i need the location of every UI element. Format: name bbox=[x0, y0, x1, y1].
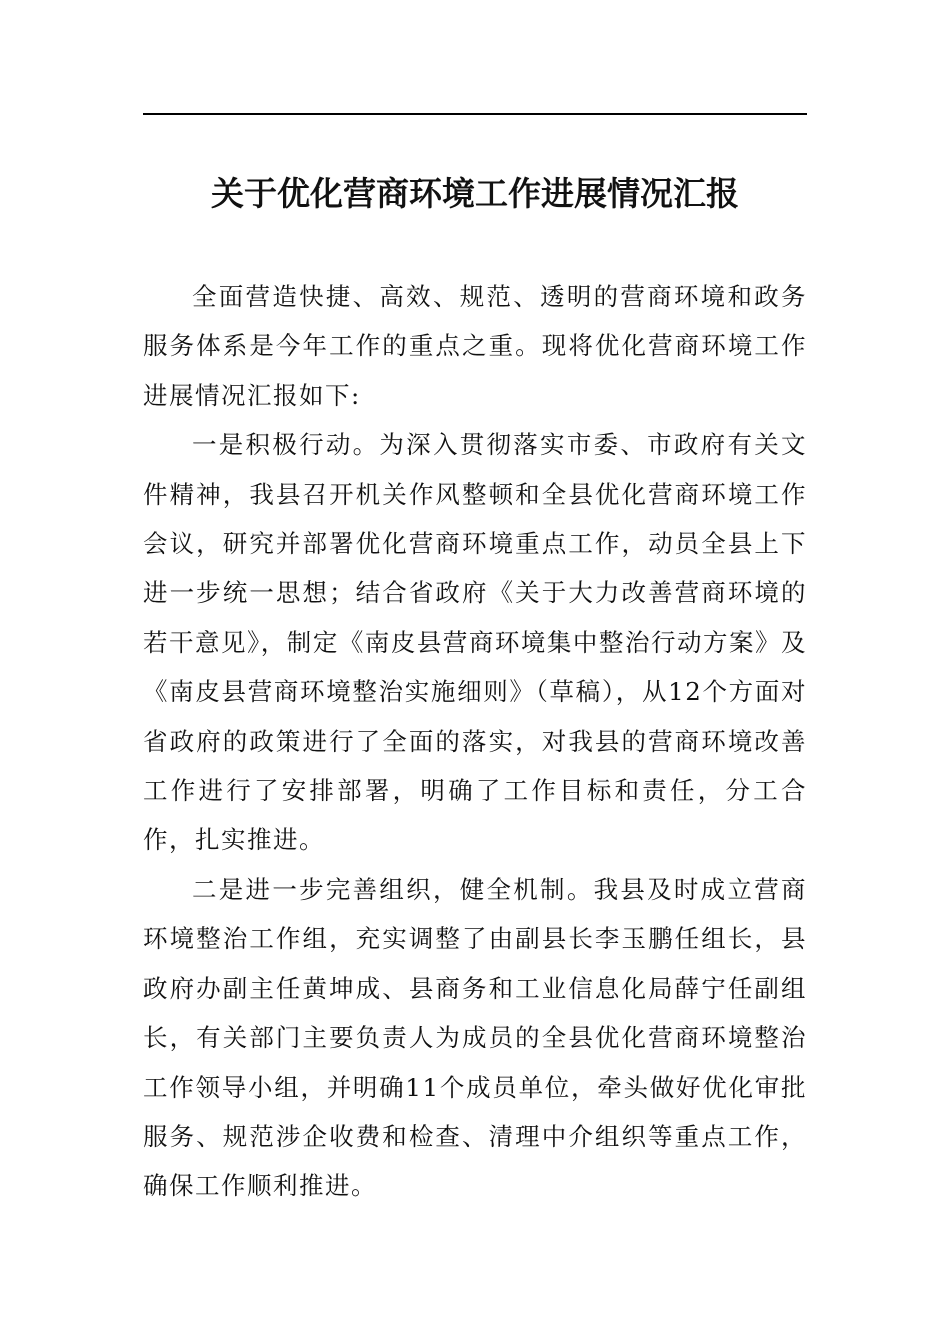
document-title: 关于优化营商环境工作进展情况汇报 bbox=[211, 174, 739, 213]
paragraph-intro: 全面营造快捷、高效、规范、透明的营商环境和政务服务体系是今年工作的重点之重。现将优化营商环境工作进展情况汇报如下: bbox=[143, 282, 807, 410]
paragraph-second-point: 二是进一步完善组织，健全机制。我县及时成立营商环境整治工作组，充实调整了由副县长李玉鹏任组长，县政府办副主任黄坤成、县商务和工业信息化局薛宁任副组长，有关部门主要负责人为成员的全县优化营商环境整治工作领导小组，并明确11个成员单位，牵头做好优化审批服务、规范涉企收费和检查、清理中介组织等重点工作，确保工作顺利推进。 bbox=[143, 874, 807, 1201]
paragraph-first-point: 一是积极行动。为深入贯彻落实市委、市政府有关文件精神，我县召开机关作风整顿和全县优化营商环境工作会议，研究并部署优化营商环境重点工作，动员全县上下进一步统一思想；结合省政府《关于大力改善营商环境的若干意见》，制定《南皮县营商环境集中整治行动方案》及《南皮县营商环境整治实施细则》（草稿），从12个方面对省政府的政策进行了全面的落实，对我县的营商环境改善工作进行了安排部署，明确了工作目标和责任，分工合作，扎实推进。 bbox=[143, 430, 807, 855]
header-rule bbox=[143, 113, 807, 115]
document-body bbox=[143, 272, 807, 1211]
